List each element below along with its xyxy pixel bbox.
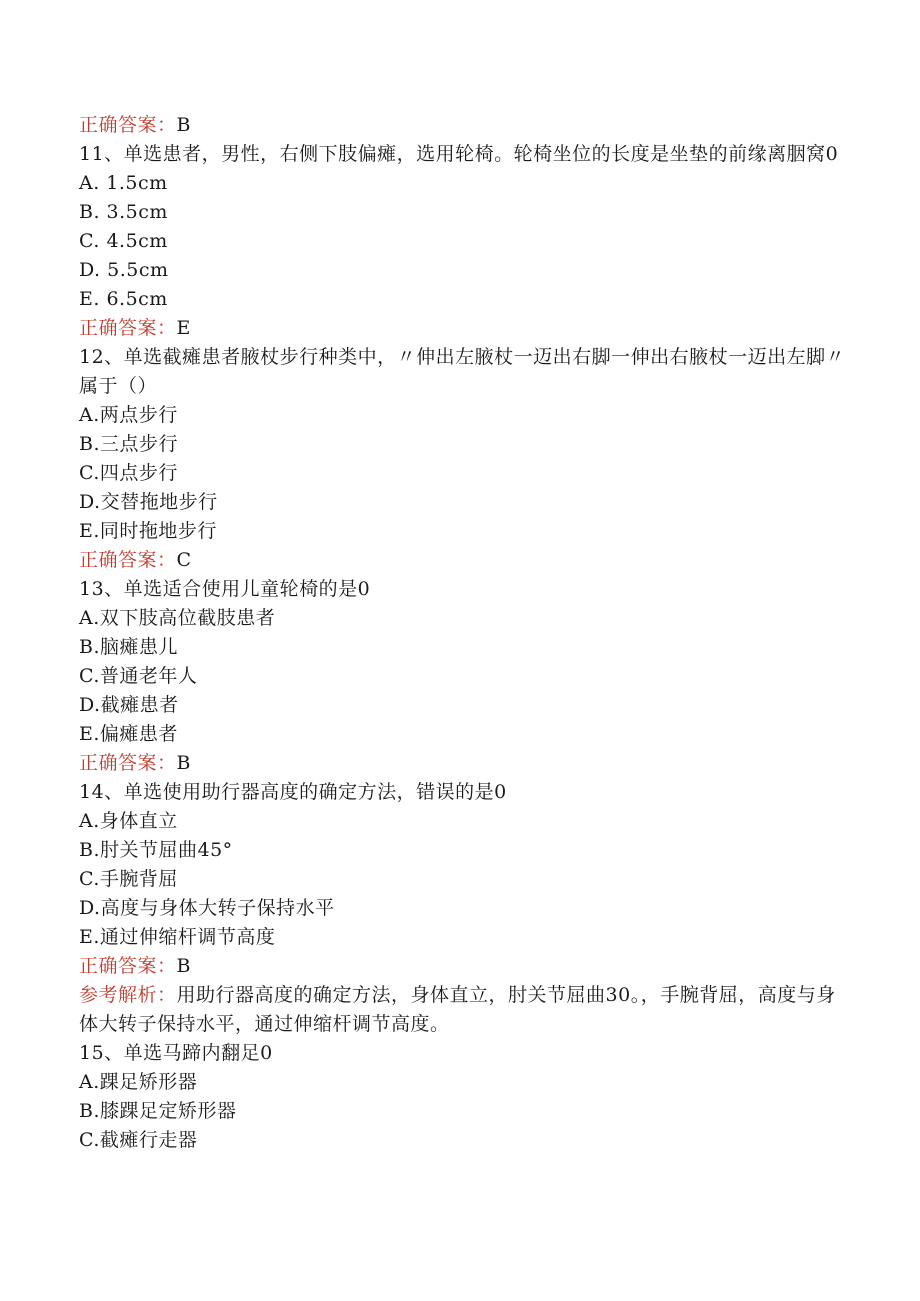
answer-label: 正确答案： (79, 752, 177, 774)
document-page (79, 111, 849, 1155)
q15-stem: 15、单选马蹄内翻足0 (79, 1042, 273, 1064)
q11-option-e: E. 6.5cm (79, 288, 168, 310)
q14-option-d: D.高度与身体大转子保持水平 (79, 897, 335, 919)
answer-label: 正确答案： (79, 549, 177, 571)
q12-option-e: E.同时拖地步行 (79, 520, 217, 542)
q14-option-b: B.肘关节屈曲45° (79, 839, 233, 861)
q13-stem: 13、单选适合使用儿童轮椅的是0 (79, 578, 371, 600)
answer-value: C (176, 549, 192, 571)
analysis-text: 用助行器高度的确定方法，身体直立，肘关节屈曲30。，手腕背屈，高度与身体大转子保持水平，通过伸缩杆调节高度。 (79, 984, 836, 1035)
q13-option-c: C.普通老年人 (79, 665, 198, 687)
q15-option-b: B.膝踝足定矫形器 (79, 1100, 237, 1122)
q12-option-a: A.两点步行 (79, 404, 178, 426)
q15-option-c: C.截瘫行走器 (79, 1129, 198, 1151)
q11-option-b: B. 3.5cm (79, 201, 168, 223)
q12-answer (79, 546, 849, 575)
analysis-label: 参考解析： (79, 984, 177, 1006)
answer-value: B (176, 114, 191, 136)
q12-option-b: B.三点步行 (79, 433, 179, 455)
answer-value: E (176, 317, 191, 339)
q15-option-a: A.踝足矫形器 (79, 1071, 198, 1093)
answer-label: 正确答案： (79, 955, 177, 977)
q13-option-e: E.偏瘫患者 (79, 723, 178, 745)
q11-option-a: A. 1.5cm (79, 172, 168, 194)
q14-analysis (79, 981, 849, 1039)
q11-answer (79, 314, 849, 343)
q13-option-a: A.双下肢高位截肢患者 (79, 607, 276, 629)
q14-stem: 14、单选使用助行器高度的确定方法，错误的是0 (79, 781, 507, 803)
q10-answer (79, 111, 849, 140)
answer-value: B (176, 955, 191, 977)
q11-stem: 11、单选患者，男性，右侧下肢偏瘫，选用轮椅。轮椅坐位的长度是坐垫的前缘离胭窝0 (79, 143, 839, 165)
q13-option-b: B.脑瘫患儿 (79, 636, 179, 658)
answer-value: B (176, 752, 191, 774)
q12-option-d: D.交替拖地步行 (79, 491, 218, 513)
q14-option-a: A.身体直立 (79, 810, 178, 832)
q13-option-d: D.截瘫患者 (79, 694, 179, 716)
q14-answer (79, 952, 849, 981)
q12-option-c: C.四点步行 (79, 462, 178, 484)
q14-option-c: C.手腕背屈 (79, 868, 178, 890)
q11-option-d: D. 5.5cm (79, 259, 169, 281)
q13-answer (79, 749, 849, 778)
answer-label: 正确答案： (79, 114, 177, 136)
q12-stem: 12、单选截瘫患者腋杖步行种类中，〃伸出左腋杖一迈出右脚一伸出右腋杖一迈出左脚〃属于（） (79, 346, 846, 397)
q14-option-e: E.通过伸缩杆调节高度 (79, 926, 276, 948)
q11-option-c: C. 4.5cm (79, 230, 168, 252)
answer-label: 正确答案： (79, 317, 177, 339)
